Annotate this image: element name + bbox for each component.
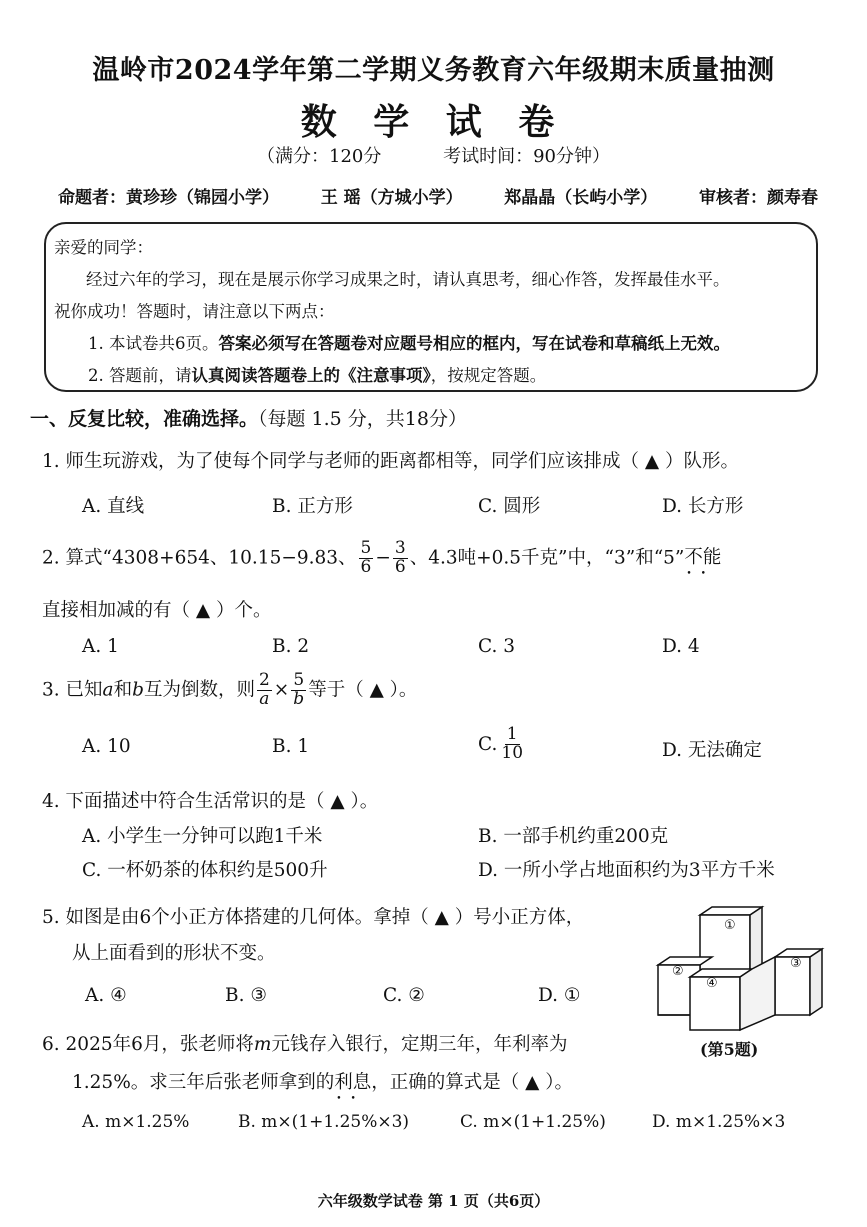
cube-label-2: ② xyxy=(672,964,684,979)
section-title: 一、反复比较，准确选择。 xyxy=(30,408,259,430)
cube-label-4: ④ xyxy=(706,976,718,991)
q3-times: × xyxy=(273,679,290,701)
q2-post: 、4.3吨+0.5千克”中，“3”和“5” xyxy=(409,547,685,569)
q4-option-d: D. 一所小学占地面积约为3平方千米 xyxy=(478,860,775,881)
q3-fraction-2 xyxy=(291,672,306,709)
q6-line2b: ，正确的算式是（ ▲ ）。 xyxy=(371,1072,574,1093)
q2-f1-num: 5 xyxy=(360,538,372,558)
q6-option-c: C. m×(1+1.25%) xyxy=(460,1112,606,1132)
exam-meta xyxy=(0,142,867,168)
q6-emphasis: 利息 • • xyxy=(334,1072,371,1093)
q3-mid: 互为倒数，则 xyxy=(143,679,255,701)
q3-var-a: a xyxy=(102,679,114,701)
section-heading xyxy=(30,404,467,431)
q2-pre: 2. 算式“4308+654、10.15−9.83、 xyxy=(42,547,357,569)
q2-emphasis: 不能 • • xyxy=(684,547,721,568)
question-3 xyxy=(42,672,417,709)
q3-f2-den: b xyxy=(293,688,305,709)
question-2-line2: 直接相加减的有（ ▲ ）个。 xyxy=(42,600,272,621)
page-footer: 六年级数学试卷 第 1 页（共6页） xyxy=(317,1192,550,1210)
notice-item2 xyxy=(88,362,546,386)
full-score: （满分：120分 xyxy=(257,146,382,167)
q3-fraction-1 xyxy=(257,672,272,709)
q3-option-c-fraction xyxy=(499,726,525,763)
notice-greeting: 亲爱的同学： xyxy=(54,238,153,257)
exam-subtitle: 数 学 试 卷 xyxy=(300,101,567,143)
q4-option-a: A. 小学生一分钟可以跑1千米 xyxy=(82,826,323,847)
q3-f1-den: a xyxy=(259,688,270,709)
q1-option-c: C. 圆形 xyxy=(478,496,541,517)
q2-option-c: C. 3 xyxy=(478,636,516,657)
question-4: 4. 下面描述中符合生活常识的是（ ▲ ）。 xyxy=(42,791,379,812)
q6-option-d: D. m×1.25%×3 xyxy=(652,1112,786,1132)
q3-optc-num: 1 xyxy=(506,724,518,744)
question-5: 5. 如图是由6个小正方体搭建的几何体。拿掉（ ▲ ）号小正方体， xyxy=(42,907,585,928)
notice-box xyxy=(44,222,818,392)
q1-option-d: D. 长方形 xyxy=(662,496,744,517)
exam-time: 考试时间：90分钟） xyxy=(443,146,610,167)
reviewer: 审核者：颜寿春 xyxy=(698,188,818,208)
section-note: （每题 1.5 分，共18分） xyxy=(258,408,467,430)
notice-item2-c: ，按规定答题。 xyxy=(430,366,547,385)
q6-line1b: 元钱存入银行，定期三年，年利率为 xyxy=(271,1034,568,1055)
q1-option-b: B. 正方形 xyxy=(272,496,353,517)
q3-optc-den: 10 xyxy=(501,742,524,763)
q3-post: 等于（ ▲ ）。 xyxy=(308,679,418,701)
q6-option-a: A. m×1.25% xyxy=(82,1112,190,1132)
q2-f2-den: 6 xyxy=(394,556,406,577)
q3-f1-num: 2 xyxy=(258,670,270,690)
author-3: 郑晶晶（长屿小学） xyxy=(504,188,658,208)
q3-option-d: D. 无法确定 xyxy=(662,740,762,761)
notice-item1-a: 1. 本试卷共6页。 xyxy=(88,334,219,353)
notice-item2-a: 2. 答题前，请 xyxy=(88,366,192,385)
cube-label-3: ③ xyxy=(790,956,802,971)
notice-item1-b: 答案必须写在答题卷对应题号相应的框内，写在试卷和草稿纸上无效。 xyxy=(218,334,730,353)
q3-option-c xyxy=(478,726,527,763)
q5-option-c: C. ② xyxy=(383,985,425,1006)
notice-item1 xyxy=(88,330,730,354)
author-1: 命题者：黄珍珍（锦园小学） xyxy=(58,188,279,208)
q3-option-b: B. 1 xyxy=(272,736,310,757)
q2-f1-den: 6 xyxy=(360,556,372,577)
q3-f2-num: 5 xyxy=(293,670,305,690)
figure-caption: (第5题) xyxy=(700,1040,759,1059)
q3-pre: 3. 已知 xyxy=(42,679,103,701)
cube-label-1: ① xyxy=(724,918,736,933)
q2-f2-num: 3 xyxy=(394,538,406,558)
q2-fraction-2 xyxy=(393,540,408,577)
q6-var-m: m xyxy=(253,1034,272,1055)
exam-title: 温岭市2024学年第二学期义务教育六年级期末质量抽测 xyxy=(92,55,775,86)
q2-option-d: D. 4 xyxy=(662,636,700,657)
question-6-line2 xyxy=(72,1068,573,1094)
q5-option-d: D. ① xyxy=(538,985,581,1006)
q4-option-b: B. 一部手机约重200克 xyxy=(478,826,669,847)
q6-line1: 6. 2025年6月，张老师将 xyxy=(42,1034,254,1055)
q5-option-b: B. ③ xyxy=(225,985,267,1006)
q2-option-b: B. 2 xyxy=(272,636,310,657)
q6-option-b: B. m×(1+1.25%×3) xyxy=(238,1112,410,1132)
q4-option-c: C. 一杯奶茶的体积约是500升 xyxy=(82,860,328,881)
question-6 xyxy=(42,1030,567,1056)
q3-option-c-label: C. xyxy=(478,733,498,755)
q2-fraction-1 xyxy=(359,540,374,577)
question-2 xyxy=(42,540,721,577)
q3-var-b: b xyxy=(132,679,144,701)
question-1: 1. 师生玩游戏，为了使每个同学与老师的距离都相等，同学们应该排成（ ▲ ）队形。 xyxy=(42,451,740,472)
notice-line2: 祝你成功！答题时，请注意以下两点： xyxy=(54,302,335,321)
q3-option-a: A. 10 xyxy=(82,736,131,757)
q2-minus: − xyxy=(375,547,391,569)
q5-option-a: A. ④ xyxy=(85,985,127,1006)
author-2: 王 瑶（方城小学） xyxy=(320,188,463,208)
q1-option-a: A. 直线 xyxy=(82,496,145,517)
q2-option-a: A. 1 xyxy=(82,636,119,657)
q3-and: 和 xyxy=(113,679,133,701)
notice-line1: 经过六年的学习，现在是展示你学习成果之时，请认真思考，细心作答，发挥最佳水平。 xyxy=(86,270,730,289)
question-5-line2: 从上面看到的形状不变。 xyxy=(72,943,276,964)
authors-line xyxy=(58,183,818,208)
q6-line2a: 1.25%。求三年后张老师拿到的 xyxy=(72,1072,335,1093)
notice-item2-b: 认真阅读答题卷上的《注意事项》 xyxy=(191,366,431,385)
